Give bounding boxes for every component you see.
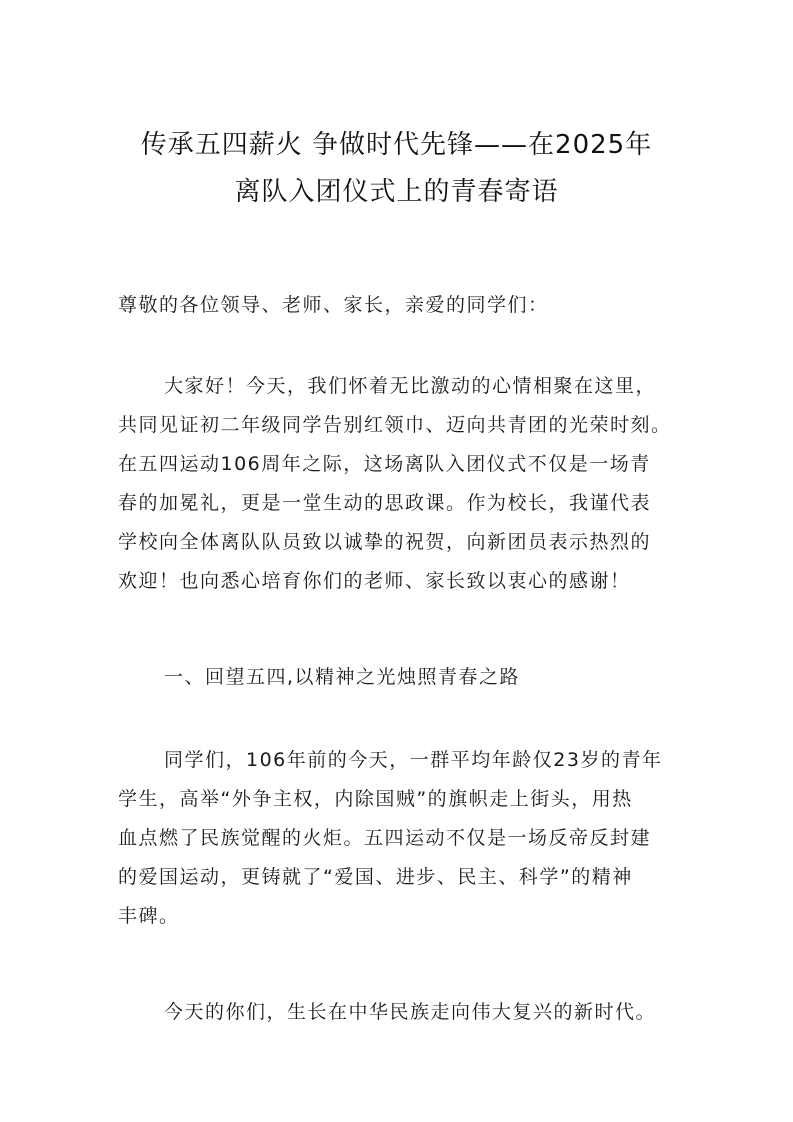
paragraph-line: 学校向全体离队队员致以诚挚的祝贺，向新团员表示热烈的 — [118, 531, 652, 553]
paragraph-today — [118, 993, 688, 1032]
title-line-1: 传承五四薪火 争做时代先锋——在2025年 — [140, 130, 653, 160]
greeting — [118, 286, 688, 325]
paragraph-line: 在五四运动106周年之际，这场离队入团仪式不仅是一场青 — [118, 453, 651, 475]
greeting-text: 尊敬的各位领导、老师、家长，亲爱的同学们： — [118, 294, 549, 316]
section-heading-1 — [118, 658, 688, 697]
paragraph-line: 学生，高举“外争主权，内除国贼”的旗帜走上街头，用热 — [118, 788, 633, 810]
section-heading-text: 一、回望五四,以精神之光烛照青春之路 — [164, 666, 521, 688]
paragraph-line: 的爱国运动，更铸就了“爱国、进步、民主、科学”的精神 — [118, 866, 633, 888]
paragraph-line: 同学们，106年前的今天，一群平均年龄仅23岁的青年 — [164, 749, 663, 771]
paragraph-line: 今天的你们，生长在中华民族走向伟大复兴的新时代。 — [164, 1001, 657, 1023]
paragraph-line: 血点燃了民族觉醒的火炬。五四运动不仅是一场反帝反封建 — [118, 827, 652, 849]
paragraph-line: 大家好！今天，我们怀着无比激动的心情相聚在这里， — [164, 375, 657, 397]
title-line-2: 离队入团仪式上的青春寄语 — [234, 177, 559, 207]
paragraph-line: 共同见证初二年级同学告别红领巾、迈向共青团的光荣时刻。 — [118, 414, 672, 436]
paragraph-line: 丰碑。 — [118, 905, 180, 927]
paragraph-line: 欢迎！也向悉心培育你们的老师、家长致以衷心的感谢！ — [118, 570, 631, 592]
paragraph-line: 春的加冕礼，更是一堂生动的思政课。作为校长，我谨代表 — [118, 492, 652, 514]
paragraph-intro — [118, 367, 688, 601]
paragraph-history — [118, 741, 688, 936]
